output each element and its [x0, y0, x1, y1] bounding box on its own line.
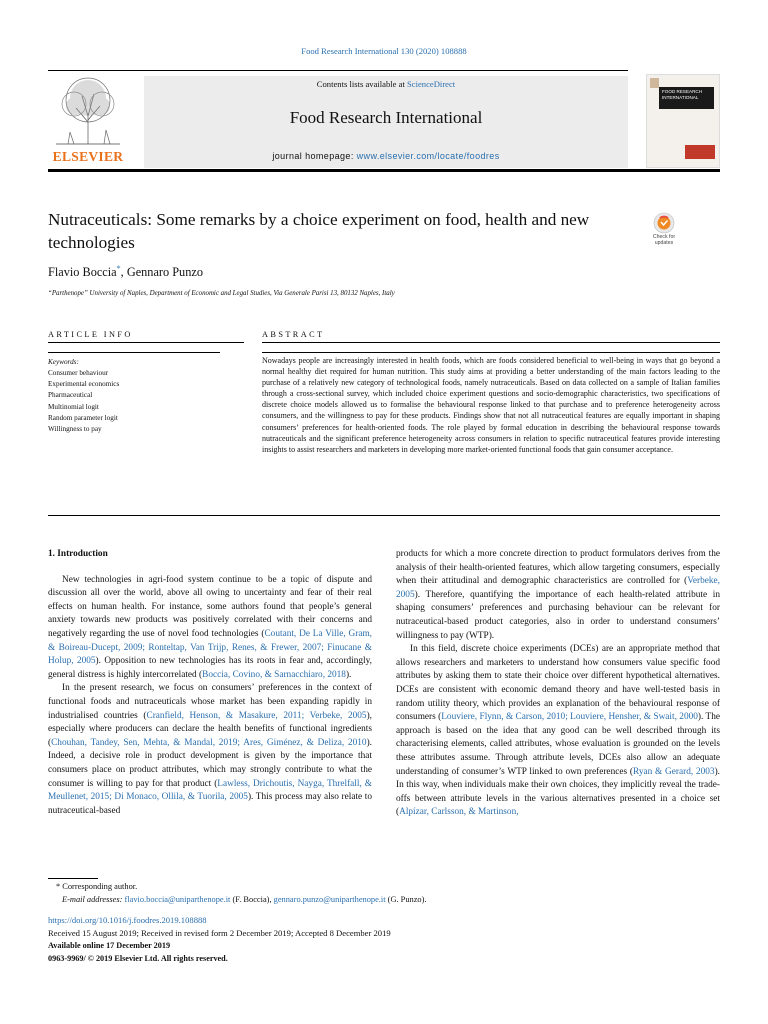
banner-top-rule [48, 70, 628, 71]
keywords-label: Keywords: [48, 358, 79, 366]
article-title: Nutraceuticals: Some remarks by a choice experiment on food, health and new technologies [48, 210, 590, 252]
paragraph: products for which a more concrete direction to product formulators derives from the analysis of their health-oriented features, which allow targeting consumers, especially when their attitudinal and demographic characteristics are controlled for (Verbeke, 2005). Therefore, quantifying the importance of each health-related attribute in shaping consumers’ preferences and purchasing behaviour can be relevant for nutraceutical-based product categories, also in order to understand consumers’ willingness to pay (WTP). [396, 549, 720, 641]
paragraph: In this field, discrete choice experiments (DCEs) are an appropriate method that allows researchers and marketers to understand how consumers value specific food attributes by asking them to state their choice over different hypothetical alternatives. DCEs are consistent with economic demand theory and have well-tested basis in random utility theory, which provides an explanation of the behavioural response of consumers (Louviere, Flynn, & Carson, 2010; Louviere, Hensher, & Swait, 2000). The approach is based on the idea that any good can be well described through its characterising elements, called attributes, whose evaluation is grounded on the levels these attributes assume. Through attribute levels, DCEs also allow an adequate understanding of consumer’s WTP linked to own preferences (Ryan & Gerard, 2003). In this way, when individuals make their own choices, they implicitly reveal the trade-offs between attribute levels in the various alternatives presented in a choice set (Alpízar, Carlsson, & Martinson, [396, 644, 721, 818]
affiliation: “Parthenope” University of Naples, Department of Economic and Legal Studies, Via Generale Parisi 13, 80132 Naples, Italy [48, 290, 395, 297]
keyword-item: Consumer behaviour [48, 369, 109, 377]
keywords-rule [48, 352, 220, 353]
abstract-rule [262, 352, 720, 353]
available-online: Available online 17 December 2019 [48, 941, 171, 950]
journal-reference[interactable]: Food Research International 130 (2020) 108888 [301, 46, 467, 56]
author-name[interactable]: Gennaro Punzo [126, 265, 203, 280]
citation-link[interactable]: Chouhan, Tandey, Sen, Mehta, & Mandal, 2019; Ares, Giménez, & Deliza, 2010 [51, 737, 367, 748]
keyword-item: Experimental economics [48, 380, 120, 389]
contents-line: Contents lists available at ScienceDirect [316, 79, 456, 89]
cover-logo [650, 78, 659, 88]
homepage-link[interactable]: www.elsevier.com/locate/foodres [356, 151, 500, 161]
journal-homepage: journal homepage: www.elsevier.com/locate/foodres [272, 151, 500, 161]
author-separator: , [120, 265, 127, 280]
article-info-heading: ARTICLE INFO [48, 330, 133, 339]
keyword-item: Multinomial logit [48, 402, 99, 411]
banner-bottom-rule [48, 169, 720, 172]
abstract-text: Nowadays people are increasingly interested in health foods, which are foods considered beneficial to well-being in ways that go beyond a normal healthy diet required for human nutrition. This study aims at providing a better understanding of the main factors leading to the purchase of a relatively new category of technological foods, namely nutraceuticals. Based on data collected on a sample of Italian families through a cross-sectional survey, which included choice experiment questions and socio-demographic characteristics, two specifications of discrete choice models allowed us to formalise the behavioural response linked to that purchase and to preference heterogeneity across consumers, and the willingness to pay for these products. Findings show that not all nutraceutical features are equally important in shaping consumers’ preferences for health-oriented foods. The role played by formal education in describing the behavioural response towards nutraceuticals and the significant preference heterogeneity across consumers in relation to specific nutraceutical features provide interesting insights to assist researchers and marketers in developing more market-oriented functional foods that gain consumer acceptance. [262, 356, 720, 454]
paragraph: In the present research, we focus on consumers’ preferences in the context of functional foods and nutraceuticals whose market has been expanding rapidly in industrialised countries (Cranfield, Henson, & Masakure, 2011; Verbeke, 2005), especially where producers can declare the health benefits of functional ingredients (Chouhan, Tandey, Sen, Mehta, & Mandal, 2019; Ares, Giménez, & Deliza, 2010). Indeed, a decisive role in product development is given by the importance that consumers place on product attributes, which may strongly contribute to what the consumer is willing to pay for that product (Lawless, Drichoutis, Nayga, Threlfall, & Meullenet, 2015; Di Monaco, Ollila, & Tuorila, 2005). This process may also relate to nutraceutical-based [48, 683, 373, 816]
abstract-heading: ABSTRACT [262, 330, 325, 339]
email-link[interactable]: flavio.boccia@uniparthenope.it [124, 895, 231, 904]
check-for-updates-label[interactable]: Check for updates [652, 234, 676, 246]
cover-title: FOOD RESEARCH INTERNATIONAL [659, 87, 714, 109]
check-for-updates-icon[interactable] [646, 212, 682, 252]
author-name[interactable]: Flavio Boccia [48, 265, 117, 280]
doi-link[interactable]: https://doi.org/10.1016/j.foodres.2019.108888 [48, 915, 207, 925]
keyword-item: Willingness to pay [48, 425, 102, 434]
journal-name: Food Research International [289, 108, 483, 127]
keyword-item: Pharmaceutical [48, 391, 93, 400]
citation-link[interactable]: Verbeke, 2005 [396, 576, 720, 600]
keyword-list [48, 368, 119, 435]
email-addresses: E-mail addresses: flavio.boccia@uniparthenope.it (F. Boccia), gennaro.punzo@uniparthenope.it (G. Punzo). [62, 895, 427, 904]
cover-accent [685, 145, 715, 159]
publisher-name: ELSEVIER [52, 149, 124, 164]
citation-link[interactable]: Cranfield, Henson, & Masakure, 2011; Verbeke, 2005 [146, 710, 367, 721]
citation-link[interactable]: Boccia, Covino, & Sarnacchiaro, 2018 [202, 669, 346, 680]
corresponding-author-mark[interactable]: * [116, 264, 121, 273]
citation-link[interactable]: Ryan & Gerard, 2003 [632, 766, 715, 777]
abstract-bottom-rule [48, 515, 720, 516]
sciencedirect-link[interactable]: ScienceDirect [407, 79, 456, 89]
citation-link[interactable]: Alpízar, Carlsson, & Martinson, [399, 807, 519, 818]
corresponding-author-note: * Corresponding author. [56, 882, 138, 891]
section-heading: 1. Introduction [48, 549, 108, 559]
copyright: 0963-9969/ © 2019 Elsevier Ltd. All rights reserved. [48, 954, 228, 963]
author-list [48, 264, 203, 280]
citation-link[interactable]: Louviere, Flynn, & Carson, 2010; Louviere, Hensher, & Swait, 2000 [441, 712, 698, 723]
paragraph: New technologies in agri-food system continue to be a topic of dispute and discussion all over the world, above all owing to uncertainty and fear of their real effects on human health. For instance, some authors found that people’s general anxiety towards new products was positively correlated with their concerns and negatively regarding the use of novel food technologies (Coutant, De La Ville, Gram, & Boireau-Ducept, 2009; Ronteltap, Van Trijp, Renes, & Frewer, 2007; Finucane & Holup, 2005). Opposition to new technologies has its roots in fear and, accordingly, general distress is highly intercorrelated (Boccia, Covino, & Sarnacchiaro, 2018). [48, 574, 372, 680]
footnote-rule [48, 878, 98, 879]
citation-link[interactable]: Lawless, Drichoutis, Nayga, Threlfall, & Meullenet, 2015; Di Monaco, Ollila, & Tuorila, 2005 [48, 778, 372, 803]
email-link[interactable]: gennaro.punzo@uniparthenope.it [273, 895, 386, 904]
body-column-left [48, 548, 372, 818]
received-dates: Received 15 August 2019; Received in revised form 2 December 2019; Accepted 8 December 2019 [48, 928, 391, 938]
article-info-top-rule [48, 342, 244, 343]
keyword-item: Random parameter logit [48, 413, 118, 422]
journal-cover-image [646, 74, 720, 168]
body-column-right [396, 548, 720, 820]
citation-link[interactable]: Coutant, De La Ville, Gram, & Boireau-Ducept, 2009; Ronteltap, Van Trijp, Renes, & Frewer, 2007; Finucane & Holup, 2005 [48, 628, 372, 667]
abstract-top-rule [262, 342, 720, 343]
